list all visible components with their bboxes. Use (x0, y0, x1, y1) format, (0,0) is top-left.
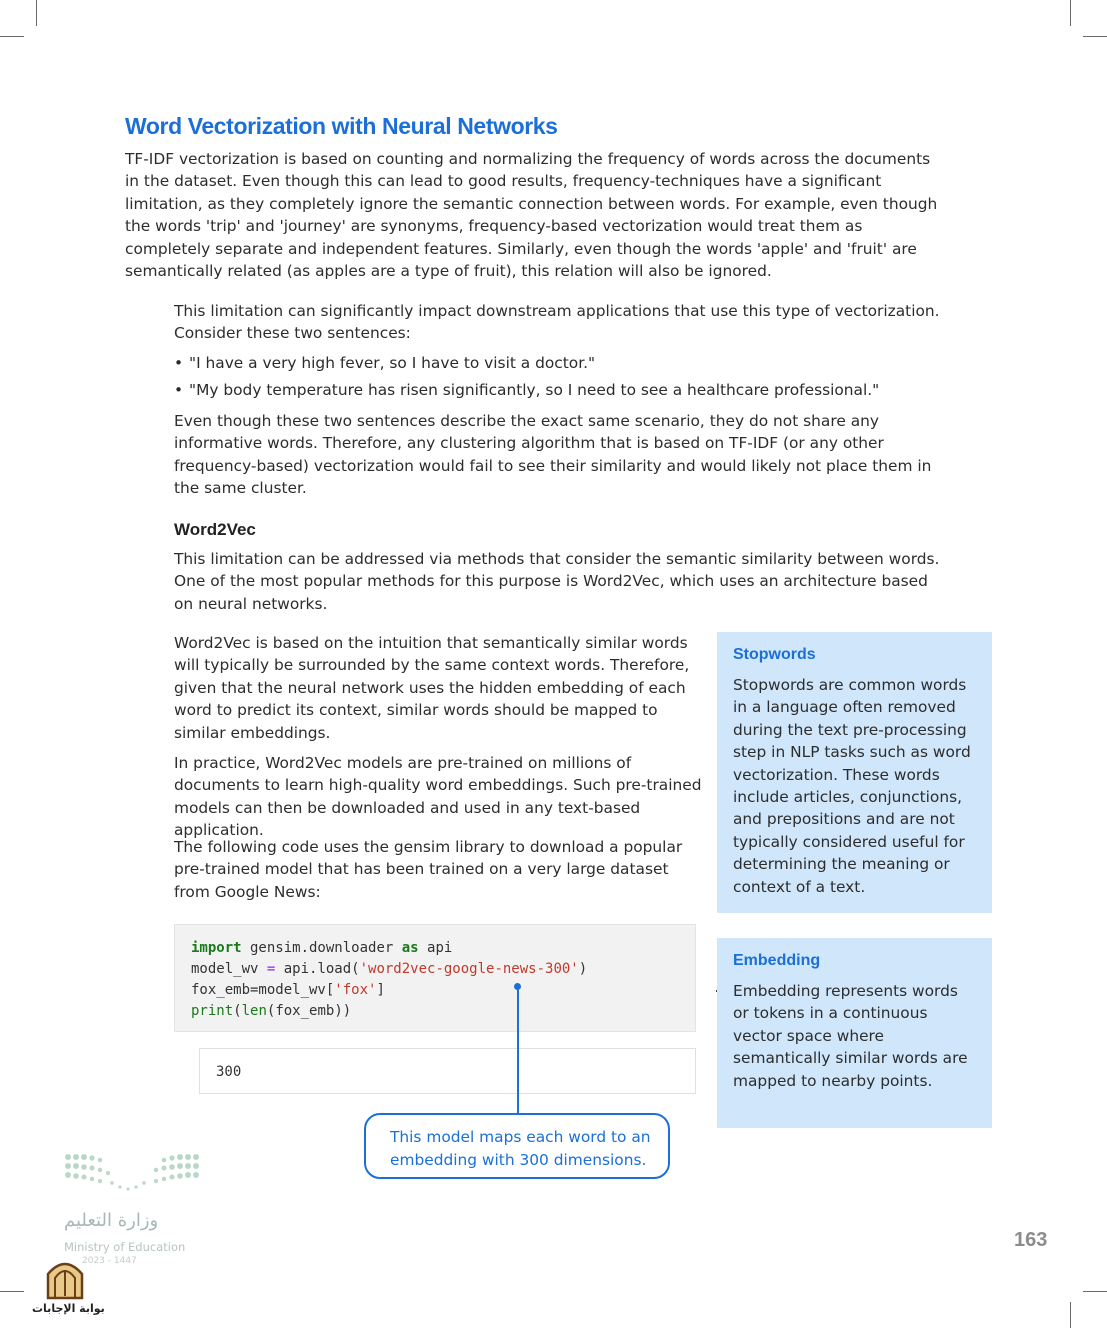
code-text: gensim.downloader (241, 940, 402, 956)
ministry-year: 2023 - 1447 (82, 1256, 137, 1266)
sidebar-title: Stopwords (733, 646, 816, 663)
callout-text: This model maps each word to an embedding with 300 dimensions. (390, 1128, 651, 1169)
list-item: • "My body temperature has risen significantly, so I need to see a healthcare professional." (174, 379, 954, 401)
code-line (191, 938, 695, 959)
sidebar-text: Stopwords are common words in a language often removed during the text pre-processing step in NLP tasks such as word vectorization. These words include articles, conjunctions, and prepositions and are not typically considered useful for determining the meaning or context of a text. (733, 676, 971, 896)
callout-box (364, 1113, 670, 1179)
ministry-logo-icon (64, 1153, 200, 1199)
code-text: api (418, 940, 453, 956)
word2vec-paragraph-4: The following code uses the gensim library to download a popular pre-trained model that has been trained on a very large dataset from Google News: (174, 838, 683, 901)
crop-mark (0, 1291, 24, 1292)
code-operator: = (266, 961, 276, 977)
code-line (191, 959, 695, 980)
callout-leader-line (517, 986, 519, 1114)
intro-paragraph-1: TF-IDF vectorization is based on counting and normalizing the frequency of words across the documents in the dataset. Even though this can lead to good results, frequency-techniques have a significant limitation, as they completely ignore the semantic connection between words. For example, even though the words 'trip' and 'journey' are synonyms, frequency-based vectorization would treat them as completely separate and independent features. Similarly, even though the words 'apple' and 'fruit' are semantically related (as apples are a type of fruit), this relation will also be ignored. (125, 150, 938, 281)
list-item: • "I have a very high fever, so I have to visit a doctor." (174, 352, 954, 374)
code-keyword: as (401, 940, 419, 956)
code-text: fox_emb=model_wv[ (191, 982, 335, 998)
code-keyword: import (191, 940, 242, 956)
intro-paragraph-3: Even though these two sentences describe the exact same scenario, they do not share any informative words. Therefore, any clustering algorithm that is based on TF-IDF (or any other frequency-based) vectorization would fail to see their similarity and would likely not place them in the same cluster. (174, 412, 932, 498)
sidebar-stopwords (717, 632, 992, 913)
word2vec-paragraph-2: Word2Vec is based on the intuition that semantically similar words will typically be surrounded by the same context words. Therefore, given that the neural network uses the hidden embedding of each word to predict its context, similar words should be mapped to similar embeddings. (174, 634, 690, 742)
ministry-name-english: Ministry of Education (64, 1240, 186, 1254)
page-number: 163 (1014, 1229, 1048, 1251)
code-text: ( (233, 1003, 242, 1019)
crop-mark (0, 36, 24, 37)
sidebar-embedding (717, 938, 992, 1128)
example-sentences-list (174, 352, 954, 407)
code-text: (fox_emb)) (266, 1003, 352, 1019)
code-block[interactable] (174, 924, 696, 1032)
code-line (191, 1001, 695, 1022)
code-string: 'fox' (334, 982, 377, 998)
crop-mark (36, 0, 37, 26)
ministry-name-arabic: وزارة التعليم (64, 1210, 159, 1231)
code-line (191, 980, 695, 1001)
word2vec-paragraph-1: This limitation can be addressed via methods that consider the semantic similarity between words. One of the most popular methods for this purpose is Word2Vec, which uses an architecture based on neural networks. (174, 550, 940, 613)
watermark-logo-icon (44, 1256, 86, 1300)
crop-mark (1070, 0, 1071, 26)
code-builtin: print (191, 1003, 234, 1019)
sidebar-text: Embedding represents words or tokens in a continuous vector space where semantically similar words are mapped to nearby points. (733, 982, 968, 1090)
page-title: Word Vectorization with Neural Networks (125, 113, 558, 139)
crop-mark (1083, 1291, 1107, 1292)
code-string: 'word2vec-google-news-300' (359, 961, 579, 977)
watermark-text: بوابة الإجابات (32, 1302, 105, 1315)
code-text: ) (578, 961, 588, 977)
code-text: ] (376, 982, 385, 998)
crop-mark (1070, 1302, 1071, 1328)
code-output: 300 (199, 1048, 696, 1094)
sidebar-title: Embedding (733, 952, 821, 969)
code-builtin: len (241, 1003, 267, 1019)
crop-mark (1083, 36, 1107, 37)
code-text: api.load( (275, 961, 360, 977)
word2vec-paragraph-3: In practice, Word2Vec models are pre-trained on millions of documents to learn high-quality word embeddings. Such pre-trained models can then be downloaded and used in any text-based application. (174, 754, 702, 840)
code-text: model_wv (191, 961, 267, 977)
intro-paragraph-2: This limitation can significantly impact downstream applications that use this type of vectorization. Consider these two sentences: (174, 302, 940, 343)
section-heading-word2vec: Word2Vec (174, 520, 256, 539)
